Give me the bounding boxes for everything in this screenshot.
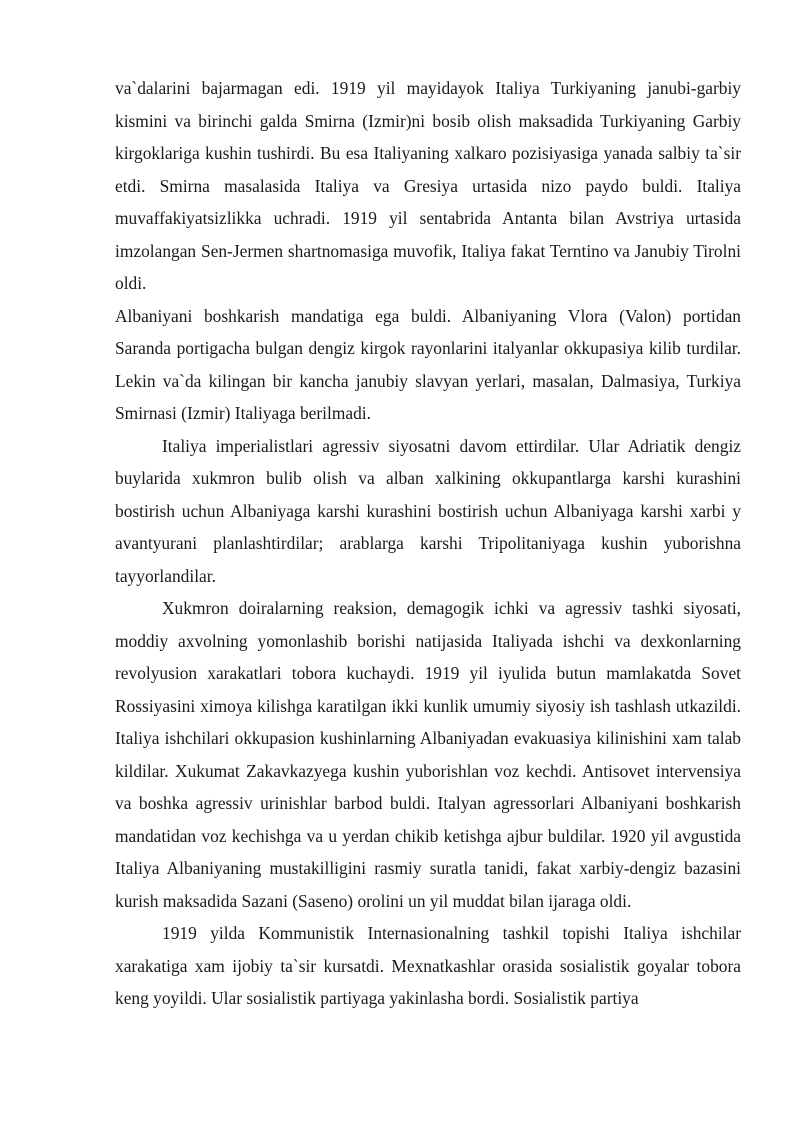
paragraph-2: Albaniyani boshkarish mandatiga ega buldi. Albaniyaning Vlora (Valon) portidan Saranda portigacha bulgan dengiz kirgok rayonlarini italyanlar okkupasiya kilib turdilar. Lekin va`da kilingan bir kancha janubiy slavyan yerlari, masalan, Dalmasiya, Turkiya Smirnasi (Izmir) Italiyaga berilmadi. [115,305,741,423]
paragraph-4: Xukmron doiralarning reaksion, demagogik ichki va agressiv tashki siyosati, moddiy axvolning yomonlashib borishi natijasida Italiyada ishchi va dexkonlarning revolyusion xarakatlari tobora kuchaydi. 1919 yil iyulida butun mamlakatda Sovet Rossiyasini ximoya kilishga karatilgan ikki kunlik umumiy siyosiy ish tashlash utkazildi. Italiya ishchilari okkupasion kushinlarning Albaniyadan evakuasiya kilinishini xam talab kildilar. Xukumat Zakavkazyega kushin yuborishlan voz kechdi. Antisovet intervensiya va boshka agressiv urinishlar barbod buldi. Italyan agressorlari Albaniyani boshkarish mandatidan voz kechishga va u yerdan chikib ketishga ajbur buldilar. 1920 yil avgustida Italiya Albaniyaning mustakilligini rasmiy suratla tanidi, fakat xarbiy-dengiz bazasini kurish maksadida Sazani (Saseno) orolini un yil muddat bilan ijaraga oldi. [115,598,741,911]
paragraph-3: Italiya imperialistlari agressiv siyosatni davom ettirdilar. Ular Adriatik dengiz buylarida xukmron bulib olish va alban xalkining okkupantlarga karshi kurashini bostirish uchun Albaniyaga karshi kurashini bostirish uchun Albaniyaga karshi xarbi y avantyurani planlashtirdilar; arablarga karshi Tripolitaniyaga kushin yuborishna tayyorlandilar. [115,435,741,586]
paragraph-5: 1919 yilda Kommunistik Internasionalning tashkil topishi Italiya ishchilar xarakatiga xam ijobiy ta`sir kursatdi. Mexnatkashlar orasida sosialistik goyalar tobora keng yoyildi. Ular sosialistik partiyaga yakinlasha bordi. Sosialistik partiya [115,923,741,1008]
paragraph-1: va`dalarini bajarmagan edi. 1919 yil mayidayok Italiya Turkiyaning janubi-garbiy kismini va birinchi galda Smirna (Izmir)ni bosib olish maksadida Turkiyaning Garbiy kirgoklariga kushin tushirdi. Bu esa Italiyaning xalkaro pozisiyasiga yanada salbiy ta`sir etdi. Smirna masalasida Italiya va Gresiya urtasida nizo paydo buldi. Italiya muvaffakiyatsizlikka uchradi. 1919 yil sentabrida Antanta bilan Avstriya urtasida imzolangan Sen-Jermen shartnomasiga muvofik, Italiya fakat Terntino va Janubiy Tirolni oldi. [115,78,741,293]
document-body [115,72,741,1015]
